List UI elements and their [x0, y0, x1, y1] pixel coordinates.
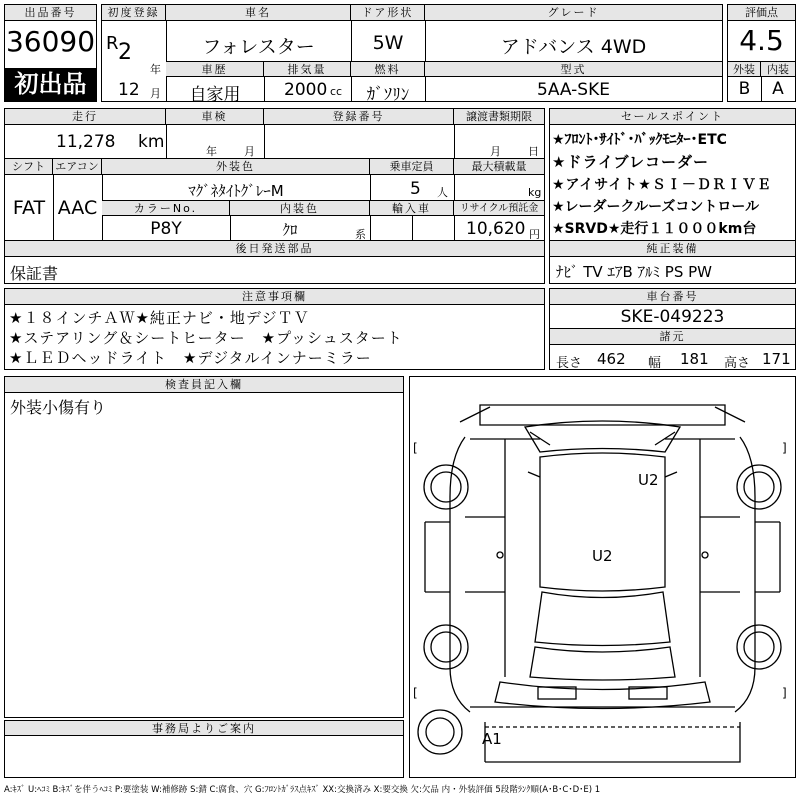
- transfer-label: 譲渡書類期限: [454, 109, 544, 125]
- lot-number: 36090: [5, 25, 96, 58]
- transfer-month-unit: 月: [490, 145, 501, 158]
- shift-value: FAT: [12, 197, 46, 219]
- model-code-value: 5AA-SKE: [537, 80, 610, 100]
- doors-label: ドア形状: [351, 5, 425, 21]
- bracket-left-bottom: [: [413, 686, 418, 700]
- first-reg-year-unit: 年: [150, 63, 161, 76]
- model-code-label: 型式: [425, 62, 722, 77]
- transfer-day-unit: 日: [528, 145, 539, 158]
- bracket-right-bottom: ]: [782, 686, 787, 700]
- doors-value: 5W: [372, 32, 404, 54]
- recycle-value: 10,620: [466, 219, 526, 239]
- car-diagram: [409, 376, 796, 778]
- displacement-label: 排気量: [264, 62, 351, 77]
- selling-point-3: ★アイサイト★ＳＩ－ＤＲＩＶＥ: [552, 177, 772, 193]
- exterior-grade: B: [738, 79, 751, 99]
- height-value: 171: [762, 350, 791, 368]
- history-value: 自家用: [189, 85, 241, 105]
- grade-value: アドバンス 4WD: [500, 36, 647, 58]
- damage-mark-roof: U2: [638, 471, 659, 489]
- damage-mark-bumper: A1: [482, 730, 502, 748]
- car-name-value: フォレスター: [202, 36, 315, 58]
- selling-point-1: ★ﾌﾛﾝﾄ･ｻｲﾄﾞ･ﾊﾞｯｸﾓﾆﾀｰ･ETC: [552, 132, 727, 148]
- bracket-right-top: ]: [782, 441, 787, 455]
- first-reg-year: 2: [118, 40, 132, 65]
- selling-points-label: セールスポイント: [550, 109, 795, 125]
- grade-label: グレード: [425, 5, 722, 21]
- history-label: 車歴: [166, 62, 264, 77]
- length-value: 462: [597, 350, 626, 368]
- ext-color-value: ﾏｸﾞﾈﾀｲﾄｸﾞﾚｰM: [188, 182, 284, 200]
- score-value: 4.5: [739, 24, 784, 57]
- capacity-unit: 人: [437, 186, 448, 199]
- interior-label: 内装: [761, 62, 795, 77]
- equipment-label: 純正装備: [550, 241, 795, 257]
- int-color-unit: 系: [355, 228, 366, 241]
- first-reg-month-unit: 月: [150, 87, 161, 100]
- exterior-label: 外装: [728, 62, 761, 77]
- mileage-label: 走行: [5, 109, 166, 125]
- legend: A:ｷｽﾞ U:ﾍｺﾐ B:ｷｽﾞを伴うﾍｺﾐ P:要塗装 W:補修跡 S:錆 C:腐食、穴 G:ﾌﾛﾝﾄｶﾞﾗｽ点ｷｽﾞ XX:交換済み X:要交換 欠:欠品 内・外装評価 5段階ﾗﾝｸ順(A･B･C･D･E) 1: [4, 785, 601, 795]
- mileage-value: 11,278: [56, 132, 116, 152]
- displacement-unit: cc: [330, 85, 343, 98]
- reg-number-label: 登録番号: [264, 109, 454, 125]
- max-load-unit: kg: [528, 186, 542, 199]
- mileage-unit: km: [138, 132, 165, 152]
- fuel-label: 燃料: [351, 62, 425, 77]
- recycle-label: リサイクル預託金: [454, 201, 544, 216]
- interior-grade: A: [772, 79, 784, 99]
- color-no-label: カラーNo.: [102, 201, 230, 216]
- chassis-number: SKE-049223: [620, 307, 725, 327]
- office-label: 事務局よりご案内: [5, 721, 403, 736]
- recycle-unit: 円: [529, 228, 540, 241]
- note-line-3: ★ＬＥＤヘッドライト ★デジタルインナーミラー: [9, 349, 372, 367]
- damage-mark-hood: U2: [592, 547, 613, 565]
- inspection-month-unit: 月: [244, 145, 255, 158]
- displacement-value: 2000: [284, 80, 328, 100]
- later-parts-value: 保証書: [10, 264, 59, 283]
- aircon-label: エアコン: [53, 159, 102, 175]
- score-label: 評価点: [728, 5, 795, 21]
- selling-point-4: ★レーダークルーズコントロール: [552, 199, 760, 215]
- equipment-value: ﾅﾋﾞ TV ｴｱB ｱﾙﾐ PS PW: [556, 263, 712, 281]
- inspector-comment: 外装小傷有り: [10, 398, 107, 417]
- width-value: 181: [680, 350, 709, 368]
- car-name-label: 車名: [166, 5, 351, 21]
- later-parts-label: 後日発送部品: [5, 241, 544, 257]
- capacity-value: 5: [410, 179, 421, 199]
- selling-point-5: ★SRVD★走行１１０００km台: [552, 221, 757, 237]
- car-diagram-svg: [410, 377, 795, 777]
- note-line-2: ★ステアリング＆シートヒーター ★プッシュスタート: [9, 329, 403, 347]
- color-no-value: P8Y: [150, 219, 182, 239]
- length-label: 長さ: [556, 356, 583, 371]
- notes-label: 注意事項欄: [5, 289, 544, 305]
- shift-label: シフト: [5, 159, 53, 175]
- note-line-1: ★１８インチＡＷ★純正ナビ・地デジＴＶ: [9, 309, 310, 327]
- selling-point-2: ★ドライブレコーダー: [552, 153, 709, 171]
- specs-label: 諸元: [550, 329, 795, 345]
- int-color-value: ｸﾛ: [282, 221, 298, 239]
- inspection-label: 車検: [166, 109, 264, 125]
- inspection-year-unit: 年: [206, 145, 217, 158]
- first-reg-month: 12: [118, 80, 140, 100]
- first-listing-badge: 初出品: [5, 68, 96, 101]
- height-label: 高さ: [724, 356, 751, 371]
- capacity-label: 乗車定員: [370, 159, 454, 175]
- first-reg-era: R: [106, 33, 119, 54]
- width-label: 幅: [648, 356, 662, 371]
- fuel-value: ｶﾞｿﾘﾝ: [366, 85, 410, 105]
- ext-color-label: 外装色: [102, 159, 370, 175]
- bracket-left-top: [: [413, 441, 418, 455]
- max-load-label: 最大積載量: [454, 159, 544, 175]
- first-reg-label: 初度登録: [102, 5, 166, 21]
- lot-label: 出品番号: [5, 5, 96, 21]
- lot-block: [4, 4, 97, 102]
- aircon-value: AAC: [57, 197, 98, 219]
- inspector-block: [4, 376, 404, 718]
- chassis-label: 車台番号: [550, 289, 795, 305]
- int-color-label: 内装色: [230, 201, 370, 216]
- inspector-label: 検査員記入欄: [5, 377, 403, 393]
- import-label: 輸入車: [370, 201, 454, 216]
